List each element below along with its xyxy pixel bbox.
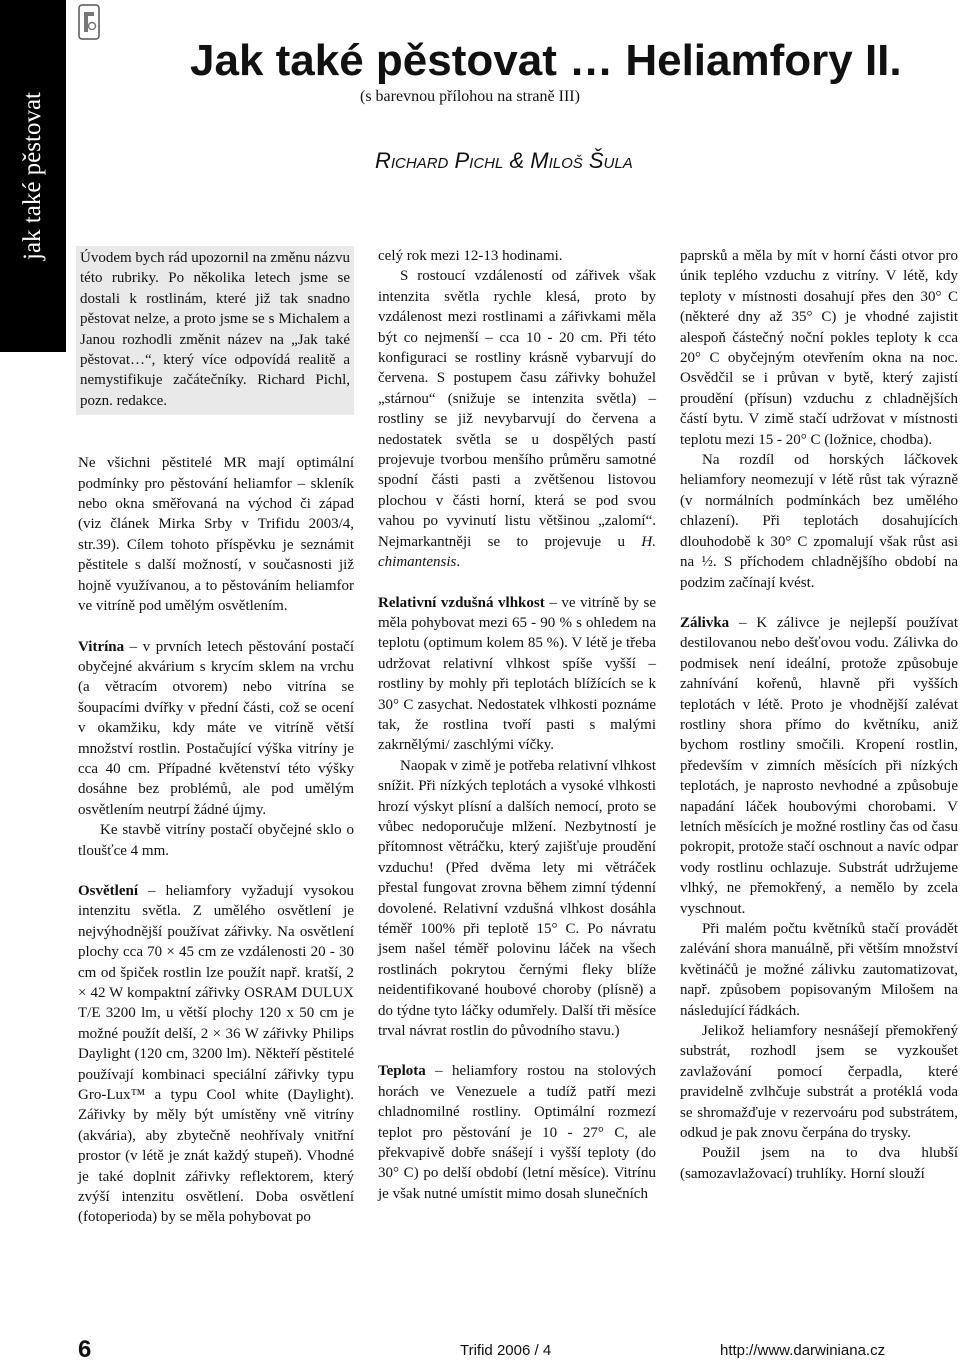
paragraph: Ne všichni pěstitelé MR mají optimální podmínky pro pěstování heliamfor – skleník nebo okna směřovaná na východ či západ (viz článek Mirka Srby v Trifidu 2003/4, str.39). Cílem tohoto příspěvku je seznámit pěstitele s další možností, v současnosti již hojně využívanou, a to pěstováním heliamfor ve vitríně pod umělým osvětlením. xyxy=(78,455,354,615)
paragraph: celý rok mezi 12-13 hodinami. xyxy=(378,248,563,264)
paragraph-text: – heliamfory rostou na stolových horách ve Venezuele a tudíž patří mezi chladnomilné rostliny. Optimální rozmezí teplot pro pěstování je 10 - 27° C, ale překvapivě dobře snášejí i vyšší teploty (do 30° C) po delší období (letní měsíce). Vitrínu je však nutné umístit mimo dosah slunečních xyxy=(378,1063,656,1202)
section-heading: Zálivka xyxy=(680,614,730,631)
paragraph: Naopak v zimě je potřeba relativní vlhkost snížit. Při nízkých teplotách a vysoké vlhkosti hrozí výskyt plísní a dalších nemocí, proto se vůbec nedoporučuje mlžení. Nezbytností je přítomnost větráčku, který zajišťuje proudění vzduchu! (Před dvěma lety mi větráček přestal fungovat zrovna během zimní týdenní dovolené. Relativní vzdušná vlhkost dosáhla téměř 100% při teplotě 15° C. Po návratu jsem našel téměř polovinu láček na všech rostlinách pokrytou černými fleky blíže neidentifikované houbové choroby (plísně) a do týdne tyto láčky odumřely. Další tři měsíce trval návrat rostlin do původního stavu.) xyxy=(378,757,656,1040)
section-label: jak také pěstovat xyxy=(19,92,46,260)
paragraph-vlhkost xyxy=(378,593,656,756)
paragraph-vitrina xyxy=(78,637,354,821)
section-heading: Teplota xyxy=(378,1063,426,1080)
paragraph-text: – K zálivce je nejlepší používat destilovanou nebo dešťovou vodu. Zálivka do podmisek není ideální, protože způsobuje zahnívání kořenů, hlavně při vyšších teplotách v létě. Proto je vhodnější zalévat rostliny shora přímo do květníku, aniž bychom rostliny smočili. Kropení rostlin, především v zimních měsících při nízkých teplotách, je naprosto nevhodné a způsobuje napadání láček houbovými chorobami. V letních měsících je možné rostliny čas od času pokropit, protože stačí oschnout a navíc odpar vody rostlinu ochlazuje. Substrát udržujeme vlhký, ne přemokřený, a nemělo by zcela vyschnout. xyxy=(680,614,958,917)
column-2 xyxy=(378,246,656,1204)
paragraph: Jelikož heliamfory nesnášejí přemokřený substrát, rozhodl jsem se vyzkoušet zavlažování pomocí čerpadla, které pravidelně zvlhčuje substrát a protéklá voda se shromažďuje v rezervoáru pod substrátem, odkud je pak znovu čerpána do trysky. xyxy=(680,1023,958,1142)
paragraph: Použil jsem na to dva hlubší (samozavlažovací) truhlíky. Horní slouží xyxy=(680,1145,958,1182)
article-subtitle: (s barevnou přílohou na straně III) xyxy=(360,88,580,105)
journal-logo-icon xyxy=(78,4,100,40)
article-title: Jak také pěstovat … Heliamfory II. xyxy=(190,36,902,85)
journal-issue: Trifid 2006 / 4 xyxy=(460,1342,552,1359)
species-name: H. chimantensis xyxy=(378,533,656,571)
paragraph-teplota xyxy=(378,1061,656,1204)
paragraph-osvetleni xyxy=(78,881,354,1228)
paragraph-zalivka xyxy=(680,613,958,919)
article-authors: Richard Pichl & Miloš Šula xyxy=(375,148,633,173)
section-heading: Osvětlení xyxy=(78,882,138,899)
paragraph: paprsků a měla by mít v horní části otvor pro únik teplého vzduchu z vitríny. V létě, kdy teploty v místnosti dosahují přes den 30° C (některé dny až 35° C) je vhodné zajistit alespoň částečný noční pokles teploty k cca 20° C obyčejným otevřením okna na noc. Osvědčil se i průvan v bytě, který zajistí proudění (přísun) vzduchu z chladnějších částí bytu. V zimě stačí udržovat v místnosti teplotu mezi 15 - 20° C (ložnice, chodba). xyxy=(680,248,958,448)
paragraph xyxy=(378,266,656,572)
section-heading: Vitrína xyxy=(78,638,125,655)
paragraph-text: – v prvních letech pěstování postačí obyčejné akvárium s krycím sklem na vrchu (a větracím otvorem) nebo vitrína se šoupacími dvířky v přední části, což se ocení v okamžiku, kdy máte ve vitríně větší množství rostlin. Postačující výška vitríny je cca 40 cm. Případné květenství této výšky dosáhne bez problémů, ale pod umělým osvětlením neutrpí žádné újmy. xyxy=(78,638,354,818)
website-link[interactable]: http://www.darwiniana.cz xyxy=(720,1342,886,1359)
section-heading: Relativní vzdušná vlhkost xyxy=(378,594,545,611)
column-1 xyxy=(78,246,354,1228)
paragraph-text: – ve vitríně by se měla pohybovat mezi 65 - 90 % s ohledem na teplotu (optimum kolem 85 %). V létě je třeba udržovat relativní vlhkost spíše vyšší – rostliny by mohly při teplotách blížících se k 30° C zasychat. Nedostatek vlhkosti poznáme tak, že rostlina tvoří pasti s malými zakrnělými/ zaschlými víčky. xyxy=(378,594,657,754)
page-number: 6 xyxy=(78,1336,92,1363)
column-3 xyxy=(680,246,958,1184)
paragraph: Při malém počtu květníků stačí provádět zalévání shora manuálně, při větším množství květináčů je možné zálivku zautomatizovat, např. způsobem popisovaným Milošem na následující řádkách. xyxy=(680,921,958,1019)
section-sidebar xyxy=(0,0,66,352)
paragraph: Na rozdíl od horských láčkovek heliamfory neomezují v létě růst tak výrazně (v normálních podmínkách bez umělého chlazení). Při teplotách dosahujících dlouhodobě k 30° C zpomalují však růst asi na ½. S příchodem chladnějšího období na podzim začínají kvést. xyxy=(680,452,958,591)
paragraph-text: . xyxy=(456,554,461,571)
editor-note: Úvodem bych rád upozornil na změnu názvu této rubriky. Po několika letech jsme se dostali k rostlinám, které již tak snadno pěstovat nelze, a proto jsme se s Michalem a Janou rozhodli změnit název na „Jak také pěstovat…“, který více odpovídá realitě a nemystifikuje začátečníky. Richard Pichl, pozn. redakce. xyxy=(76,246,354,415)
paragraph-text: – heliamfory vyžadují vysokou intenzitu světla. Z umělého osvětlení je nejvýhodnější používat zářivky. Na osvětlení plochy cca 70 × 45 cm ze vzdálenosti 20 - 30 cm od špiček rostlin lze použít např. kratší, 2 × 42 W kompaktní zářivky OSRAM DULUX T/E 3200 lm, u větší plochy 120 x 50 cm je možné použít delší, 2 × 36 W zářivky Philips Daylight (120 cm, 3200 lm). Někteří pěstitelé používají kombinaci speciální zářivky typu Gro-Lux™ a typu Cool white (Daylight). Zářivky by měly být umístěny vně vitríny (akvária), aby zbytečně neohřívaly vnitřní prostor (v létě je znát každý stupeň). Vhodné je také doplnit zářivky reflektorem, který zvýší intenzitu osvětlení. Doba osvětlení (fotoperioda) by se měla pohybovat po xyxy=(78,882,354,1226)
paragraph: Ke stavbě vitríny postačí obyčejné sklo o tloušťce 4 mm. xyxy=(78,822,354,859)
paragraph-text: S rostoucí vzdáleností od zářivek však intenzita světla rychle klesá, proto by vzdálenost mezi rostlinami a zářivkami měla být co nejmenší – cca 10 - 20 cm. Při této konfiguraci se rostliny krásně vybarvují do červena. S postupem času zářivky bohužel „stárnou“ (snižuje se intenzita světla) – rostliny se již nevybarvují do červena a nedostatek světla se u dospělých pastí projevuje tvorbou menšího průměru samotné spodní části pasti a zvětšenou listovou plochou v části horní, která se pod svou vahou po vyvinutí listu většinou „zalomí“. Nejmarkantněji se to projevuje u xyxy=(378,268,656,550)
